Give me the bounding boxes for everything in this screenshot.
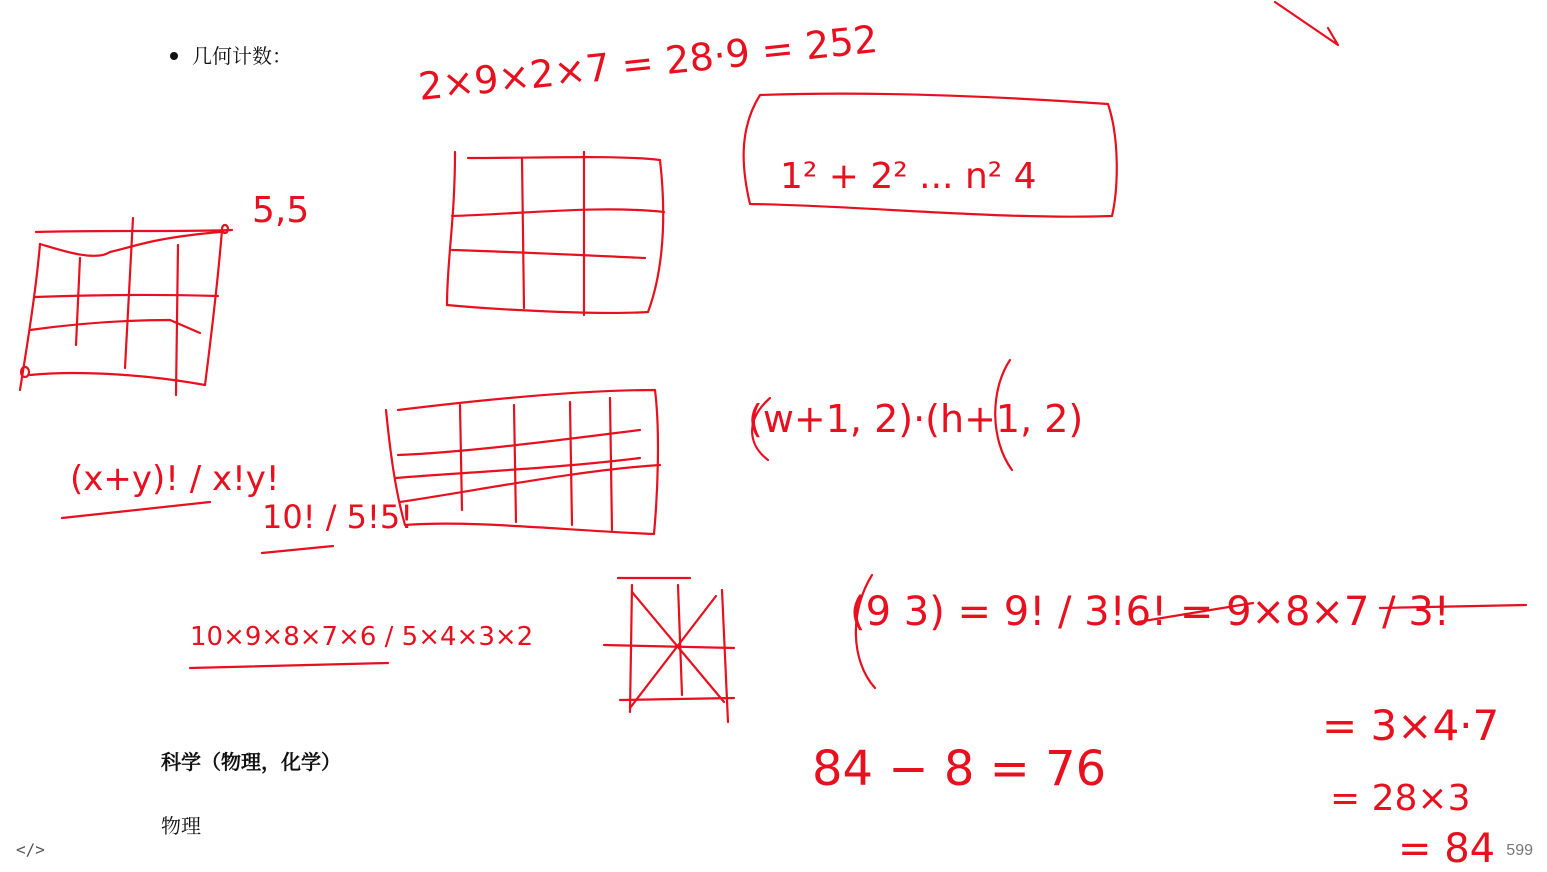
pen-stroke-arrow [1275,2,1338,45]
section-subtext: 物理 [161,814,201,838]
annotation-factorial-mid: 10! / 5!5! [262,498,414,536]
fraction-bar [190,663,388,668]
page-number: 599 [1506,842,1533,859]
annotation-factorial-left: (x+y)! / x!y! [70,459,280,499]
fraction-bar [62,502,210,518]
fraction-bar [262,546,333,553]
annotation-grid-label: 5,5 [252,190,310,231]
annotation-result: 84 − 8 = 76 [812,741,1107,797]
grid-sketch-top [447,152,664,315]
diagonal-square-sketch [604,578,734,722]
annotation-formula: 1² + 2² ... n² 4 [780,156,1037,197]
code-view-icon[interactable]: </> [16,840,45,859]
grid-sketch-left [20,218,232,395]
section-heading: 科学（物理，化学） [161,750,341,774]
bullet-text: 几何计数： [192,44,292,68]
annotation-top-calc: 2×9×2×7 = 28·9 = 252 [416,16,880,109]
annotation-binom-9-3: (9 3) = 9! / 3!6! = 9×8×7 / 3! [850,589,1450,635]
annotation-binom-wh: (w+1, 2)·(h+1, 2) [748,397,1084,441]
annotation-step: = 3×4·7 [1322,701,1500,750]
annotation-step: = 84 [1398,826,1496,872]
annotation-step: = 28×3 [1330,778,1471,819]
annotation-expand-mid: 10×9×8×7×6 / 5×4×3×2 [190,622,534,652]
grid-sketch-bottom [386,390,660,534]
